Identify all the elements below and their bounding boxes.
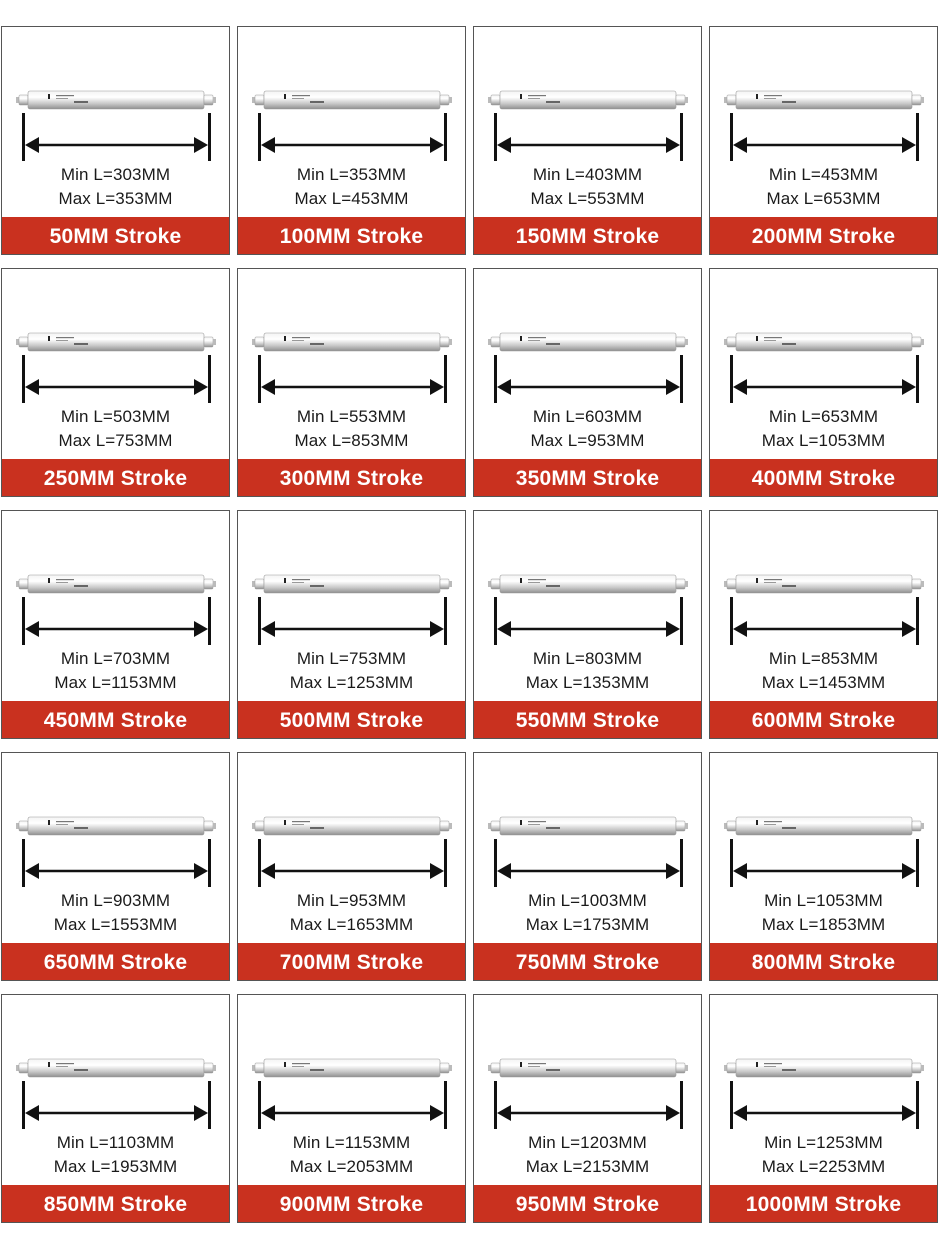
min-length-label: Min L=753MM <box>296 649 407 668</box>
stroke-label: 200MM Stroke <box>710 217 937 254</box>
stroke-label: 100MM Stroke <box>238 217 465 254</box>
min-length-label: Min L=1103MM <box>56 1133 175 1152</box>
max-length-label: Max L=553MM <box>530 189 645 208</box>
max-length-label: Max L=953MM <box>530 431 645 450</box>
max-length-label: Max L=1153MM <box>54 673 177 692</box>
linear-actuator-image <box>488 1057 688 1079</box>
max-length-label: Max L=1553MM <box>53 915 178 934</box>
min-length-label: Min L=603MM <box>532 407 643 426</box>
min-length-label: Min L=553MM <box>296 407 407 426</box>
stroke-card <box>709 268 938 497</box>
max-length-label: Max L=1253MM <box>289 673 414 692</box>
max-length-label: Max L=1053MM <box>761 431 886 450</box>
stroke-card <box>1 26 230 255</box>
stroke-card <box>1 510 230 739</box>
length-dimension-arrow <box>258 113 447 161</box>
linear-actuator-image <box>252 573 452 595</box>
stroke-label: 50MM Stroke <box>2 217 229 254</box>
stroke-card <box>473 994 702 1223</box>
linear-actuator-image <box>252 89 452 111</box>
length-dimension-arrow <box>730 355 919 403</box>
linear-actuator-image <box>16 331 216 353</box>
linear-actuator-image <box>488 331 688 353</box>
linear-actuator-image <box>724 331 924 353</box>
length-dimension-arrow <box>258 839 447 887</box>
min-length-label: Min L=303MM <box>60 165 171 184</box>
linear-actuator-image <box>488 89 688 111</box>
min-length-label: Min L=903MM <box>60 891 171 910</box>
linear-actuator-image <box>252 331 452 353</box>
stroke-card <box>237 994 466 1223</box>
min-length-label: Min L=1053MM <box>764 891 883 910</box>
length-dimension-arrow <box>494 355 683 403</box>
stroke-card <box>1 994 230 1223</box>
min-length-label: Min L=453MM <box>768 165 879 184</box>
min-length-label: Min L=953MM <box>296 891 407 910</box>
min-length-label: Min L=803MM <box>532 649 643 668</box>
stroke-card <box>709 510 938 739</box>
stroke-label: 750MM Stroke <box>474 943 701 980</box>
stroke-label: 600MM Stroke <box>710 701 937 738</box>
length-dimension-arrow <box>22 355 211 403</box>
length-dimension-arrow <box>730 839 919 887</box>
stroke-label: 700MM Stroke <box>238 943 465 980</box>
stroke-label: 450MM Stroke <box>2 701 229 738</box>
linear-actuator-image <box>724 573 924 595</box>
stroke-label: 400MM Stroke <box>710 459 937 496</box>
linear-actuator-image <box>16 815 216 837</box>
stroke-card <box>709 994 938 1223</box>
stroke-label: 800MM Stroke <box>710 943 937 980</box>
stroke-label: 150MM Stroke <box>474 217 701 254</box>
max-length-label: Max L=353MM <box>58 189 173 208</box>
length-dimension-arrow <box>258 355 447 403</box>
stroke-label: 1000MM Stroke <box>710 1185 937 1222</box>
length-dimension-arrow <box>22 113 211 161</box>
stroke-label: 350MM Stroke <box>474 459 701 496</box>
min-length-label: Min L=1203MM <box>528 1133 647 1152</box>
linear-actuator-image <box>488 573 688 595</box>
stroke-card <box>473 752 702 981</box>
length-dimension-arrow <box>494 113 683 161</box>
length-dimension-arrow <box>730 1081 919 1129</box>
max-length-label: Max L=1953MM <box>53 1157 178 1176</box>
min-length-label: Min L=703MM <box>60 649 171 668</box>
stroke-card <box>1 752 230 981</box>
linear-actuator-image <box>252 1057 452 1079</box>
max-length-label: Max L=753MM <box>58 431 173 450</box>
length-dimension-arrow <box>22 597 211 645</box>
max-length-label: Max L=2053MM <box>289 1157 414 1176</box>
stroke-card <box>473 26 702 255</box>
length-dimension-arrow <box>22 839 211 887</box>
min-length-label: Min L=403MM <box>532 165 643 184</box>
stroke-label: 550MM Stroke <box>474 701 701 738</box>
stroke-label: 850MM Stroke <box>2 1185 229 1222</box>
min-length-label: Min L=503MM <box>60 407 171 426</box>
min-length-label: Min L=1253MM <box>764 1133 883 1152</box>
linear-actuator-image <box>724 1057 924 1079</box>
min-length-label: Min L=353MM <box>296 165 407 184</box>
max-length-label: Max L=1853MM <box>761 915 886 934</box>
max-length-label: Max L=1453MM <box>761 673 886 692</box>
linear-actuator-image <box>252 815 452 837</box>
linear-actuator-image <box>488 815 688 837</box>
stroke-label: 950MM Stroke <box>474 1185 701 1222</box>
stroke-label: 250MM Stroke <box>2 459 229 496</box>
length-dimension-arrow <box>494 1081 683 1129</box>
stroke-label: 900MM Stroke <box>238 1185 465 1222</box>
max-length-label: Max L=2253MM <box>761 1157 886 1176</box>
min-length-label: Min L=1153MM <box>292 1133 411 1152</box>
linear-actuator-image <box>16 573 216 595</box>
max-length-label: Max L=1353MM <box>525 673 650 692</box>
stroke-label: 300MM Stroke <box>238 459 465 496</box>
length-dimension-arrow <box>730 597 919 645</box>
length-dimension-arrow <box>258 1081 447 1129</box>
max-length-label: Max L=1653MM <box>289 915 414 934</box>
stroke-card <box>237 752 466 981</box>
stroke-card <box>709 26 938 255</box>
max-length-label: Max L=653MM <box>766 189 881 208</box>
length-dimension-arrow <box>258 597 447 645</box>
stroke-card <box>1 268 230 497</box>
stroke-card <box>709 752 938 981</box>
stroke-label: 650MM Stroke <box>2 943 229 980</box>
max-length-label: Max L=2153MM <box>525 1157 650 1176</box>
stroke-label: 500MM Stroke <box>238 701 465 738</box>
length-dimension-arrow <box>730 113 919 161</box>
stroke-card <box>237 26 466 255</box>
stroke-card <box>473 510 702 739</box>
linear-actuator-image <box>724 815 924 837</box>
length-dimension-arrow <box>494 839 683 887</box>
length-dimension-arrow <box>494 597 683 645</box>
length-dimension-arrow <box>22 1081 211 1129</box>
stroke-card <box>237 510 466 739</box>
linear-actuator-image <box>16 89 216 111</box>
min-length-label: Min L=653MM <box>768 407 879 426</box>
stroke-card <box>237 268 466 497</box>
max-length-label: Max L=1753MM <box>525 915 650 934</box>
max-length-label: Max L=453MM <box>294 189 409 208</box>
min-length-label: Min L=853MM <box>768 649 879 668</box>
min-length-label: Min L=1003MM <box>528 891 647 910</box>
linear-actuator-image <box>16 1057 216 1079</box>
linear-actuator-image <box>724 89 924 111</box>
max-length-label: Max L=853MM <box>294 431 409 450</box>
stroke-card <box>473 268 702 497</box>
